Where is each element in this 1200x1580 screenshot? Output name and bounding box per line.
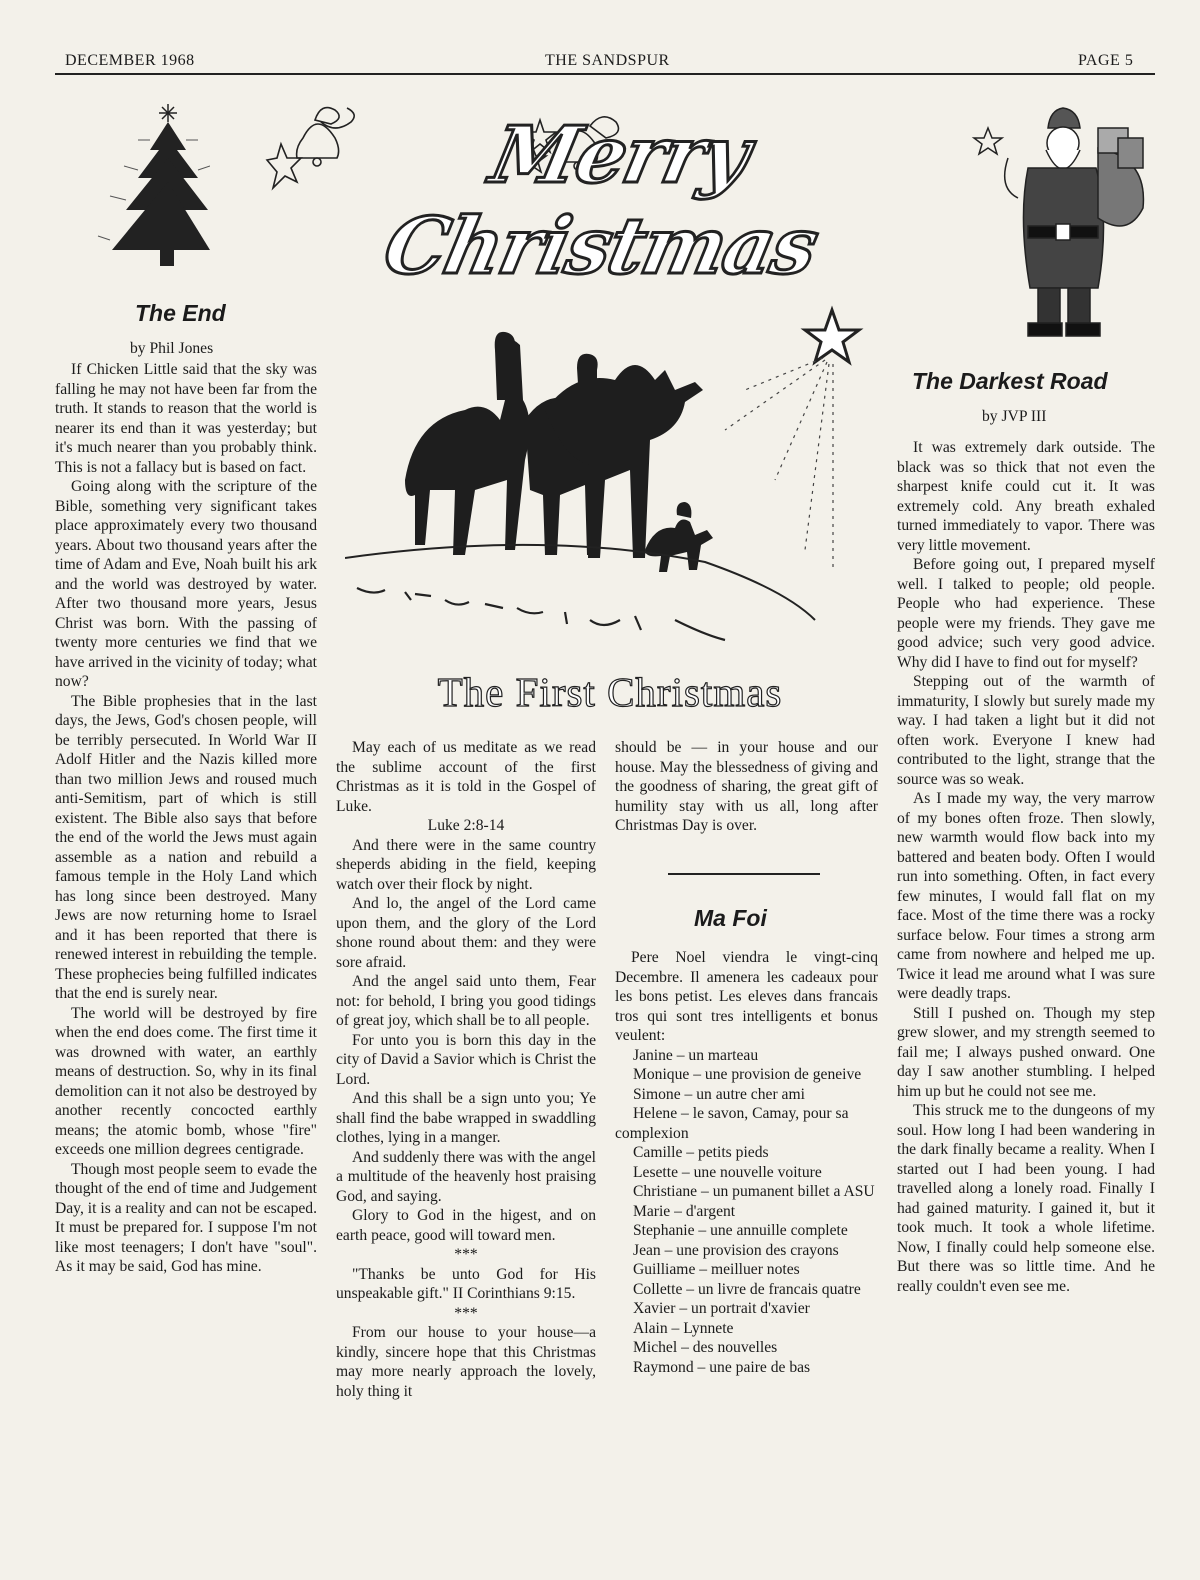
page-number: PAGE 5 [1078,52,1134,69]
list-item: Stephanie – une annuille complete [633,1222,848,1239]
list-item: Marie – d'argent [633,1202,736,1220]
list-item: Simone – un autre cher ami [633,1085,805,1103]
list-item: Christiane – un pumanent billet a ASU [633,1183,875,1200]
paragraph: As I made my way, the very marrow of my bones often froze. Then slowly, new warmth would flow back into my battered and beaten body. Often I would run into something. Often, in fact every few minutes, I would fall flat on my face. Most of the time there was a rocky surface below. Four times a strong arm came from nowhere and helped me up. Twice it lead me around what I was sure were deadly traps. [897,790,1155,1002]
list-item: Monique – une provision de geneive [633,1066,862,1083]
byline-the-end: by Phil Jones [130,340,214,357]
column-divider [668,873,820,875]
paragraph: And the angel said unto them, Fear not: for behold, I bring you good tidings of great joy, which shall be to all people. [336,973,596,1029]
paragraph: And lo, the angel of the Lord came upon them, and the glory of the Lord shone round about them: and they were sore afraid. [336,895,596,971]
scripture-reference: Luke 2:8-14 [427,817,505,834]
paragraph: If Chicken Little said that the sky was falling he may not have been far from the truth. It stands to reason that the world is nearer its end than it was yesterday; but it's much nearer than you probably think. This is not a fallacy but is based on fact. [55,361,317,476]
paragraph: And there were in the same country sheperds abiding in the field, keeping watch over their flock by night. [336,836,596,893]
paragraph: The Bible prophesies that in the last days, the Jews, God's chosen people, will be terribly persecuted. In World War II Adolf Hitler and the Nazis killed more than two million Jews and roused much anti-Semitism, part of which is still existent. The Bible also says that before the end of the world the Jews must again assemble as a nation and rebuild a famous temple in the Holy Land which has long since been destroyed. Many Jews are now returning home to Israel and it has been reported that there is renewed interest in rebuilding the temple. These prophecies being fulfilled indicates that the end is surely near. [55,692,317,1002]
list-item: Helene – le savon, Camay, pour sa complexion [615,1105,849,1142]
paragraph: Before going out, I prepared myself well. I talked to people; old people. People who had experience. These people were my friends. They gave me good advice; such very good advice. Why did I have to find out for myself? [897,556,1155,671]
three-camels-silhouette-icon [345,290,865,670]
paragraph: The world will be destroyed by fire when the end does come. The first time it was drowned with water, an earthly means of destruction. So, why in its final demolition can it not also be destroyed by another recently concocted earthly means; the atomic bomb, whose "fire" exceeds one million degrees centigrade. [55,1004,317,1158]
first-christmas-column-1 [336,738,596,1401]
byline-darkest-road: by JVP III [982,408,1047,425]
paragraph: Pere Noel viendra le vingt-cinq Decembre. Il amenera les cadeaux pour les bons petist. Les eleves dans francais tros qui sont tres intelligents et bonus veulent: [615,949,878,1044]
list-item: Janine – un marteau [633,1046,759,1064]
paragraph: For unto you is born this day in the city of David a Savior which is Christ the Lord. [336,1031,596,1088]
list-item: Guilliame – meilluer notes [633,1261,800,1278]
section-separator: *** [454,1304,478,1322]
section-separator: *** [454,1246,478,1263]
article-the-end-body [55,360,317,1277]
paragraph: Stepping out of the warmth of immaturity, I slowly but surely made my way. I had taken a light but it did not often work. Everyone I knew had contributed to the light, strange that the source was so weak. [897,673,1155,788]
list-item: Raymond – une paire de bas [633,1358,811,1376]
paragraph: This struck me to the dungeons of my soul. How long I had been wandering in the dark finally became a reality. When I started out I had been young. I had travelled along a lonely road. Finally I had gained maturity. I gained it, but it took much. It took a whole lifetime. Now, I finally could help someone else. But there was so little time. And he really couldn't even see me. [897,1102,1155,1295]
illustration-caption: The First Christmas [437,669,783,715]
article-title-the-end: The End [135,300,226,326]
paragraph: Though most people seem to evade the thought of the end of time and Judgement Day, it is a reality and can not be escaped. It must be prepared for. I suppose I'm not like most teenagers; I don't have "soul". As it may be said, God has mine. [55,1160,317,1275]
paragraph: "Thanks be unto God for His unspeakable gift." II Corinthians 9:15. [336,1265,596,1302]
article-title-darkest-road: The Darkest Road [912,368,1108,394]
article-darkest-road-body [897,438,1155,1296]
article-ma-foi-body [615,948,878,1377]
paragraph: should be — in your house and our house. May the blessedness of giving and the goodness of sharing, the great gift of humility stay with us all, long after Christmas Day is over. [615,739,878,834]
list-item: Jean – une provision des crayons [633,1241,839,1259]
paragraph: And suddenly there was with the angel a multitude of the heavenly host praising God, and saying. [336,1148,596,1205]
paragraph: From our house to your house—a kindly, sincere hope that this Christmas may more nearly approach the lovely, holy thing it [336,1324,596,1400]
list-item: Lesette – une nouvelle voiture [633,1163,822,1181]
paragraph: Going along with the scripture of the Bible, something very significant takes place approximately every two thousand years. About two thousand years after the time of Adam and Eve, Noah built his ark and the world was destroyed by water. After two thousand more years, Jesus Christ was born. With the passing of twenty more centuries we find that we have arrived in the vicinity of today; what now? [55,478,317,690]
issue-date: DECEMBER 1968 [65,52,195,69]
paragraph: And this shall be a sign unto you; Ye shall find the babe wrapped in swaddling clothes, lying in a manger. [336,1090,596,1146]
list-item: Collette – un livre de francais quatre [633,1280,861,1298]
paragraph: Glory to God in the higest, and on earth peace, good will toward men. [336,1207,596,1244]
article-title-ma-foi: Ma Foi [694,905,767,931]
list-item: Alain – Lynnete [633,1319,734,1337]
christmas-tree-icon [90,100,210,280]
list-item: Michel – des nouvelles [633,1339,778,1356]
santa-claus-icon [968,98,1158,348]
paragraph: May each of us meditate as we read the sublime account of the first Christmas as it is told in the Gospel of Luke. [336,739,596,815]
paragraph: It was extremely dark outside. The black was so thick that not even the sharpest knife could cut it. It was extremely cold. Any breath exhaled turned immediately to vapor. There was very little movement. [897,439,1155,554]
list-item: Xavier – un portrait d'xavier [633,1300,810,1317]
list-item: Camille – petits pieds [633,1144,769,1161]
star-of-bethlehem-icon [805,310,859,362]
paragraph: Still I pushed on. Though my step grew slower, and my strength seemed to fail me; I always pushed onward. One day I saw another stumbling. I helped him up but he could not see me. [897,1004,1155,1100]
header-rule [55,73,1155,75]
newspaper-name: THE SANDSPUR [545,52,670,69]
first-christmas-column-2 [615,738,878,836]
merry-christmas-banner: Merry Christmas [376,110,825,292]
